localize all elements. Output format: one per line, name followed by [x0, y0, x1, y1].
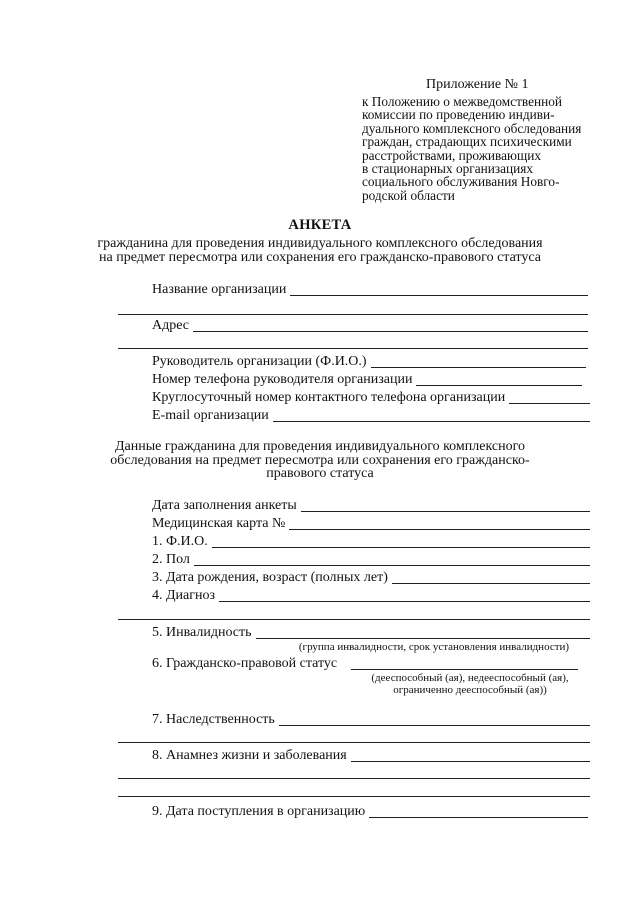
org-name-field[interactable]: [152, 280, 588, 298]
med-card-label: Медицинская карта №: [152, 516, 286, 531]
address-input-line[interactable]: [193, 330, 588, 332]
birth-input-line[interactable]: [392, 582, 590, 584]
birth-label: 3. Дата рождения, возраст (полных лет): [152, 570, 388, 585]
disability-field[interactable]: [152, 623, 590, 641]
form-title: АНКЕТА: [288, 217, 352, 233]
heredity-input-line[interactable]: [279, 724, 590, 726]
fill-date-label: Дата заполнения анкеты: [152, 498, 297, 513]
appendix-note-line: дуального комплексного обследования: [362, 120, 582, 136]
sex-label: 2. Пол: [152, 552, 190, 567]
section-title-line: Данные гражданина для проведения индивидуального комплексного: [114, 439, 526, 454]
appendix-note-line: комиссии по проведению индиви-: [362, 107, 555, 123]
disability-input-line[interactable]: [256, 637, 590, 639]
anamnesis-field[interactable]: [152, 746, 590, 764]
heredity-field[interactable]: [152, 710, 590, 728]
heredity-label: 7. Наследственность: [152, 712, 275, 727]
diagnosis-label: 4. Диагноз: [152, 588, 216, 603]
form-subtitle-line: гражданина для проведения индивидуального комплексного обследования: [97, 236, 543, 251]
diagnosis-input-line[interactable]: [219, 600, 590, 602]
citizen-section-title: [0, 440, 640, 481]
med-card-field[interactable]: [152, 514, 590, 532]
email-input-line[interactable]: [273, 420, 590, 422]
fio-label: 1. Ф.И.О.: [152, 534, 208, 549]
head-phone-input-line[interactable]: [416, 384, 582, 386]
anamnesis-continuation-line-2[interactable]: [118, 796, 590, 797]
admission-date-field[interactable]: [152, 802, 588, 820]
email-field[interactable]: [152, 406, 590, 424]
fio-input-line[interactable]: [212, 546, 590, 548]
anamnesis-continuation-line-1[interactable]: [118, 778, 590, 779]
sex-input-line[interactable]: [194, 564, 590, 566]
section-title-line: правового статуса: [266, 466, 374, 481]
hotline-phone-label: Круглосуточный номер контактного телефона организации: [152, 390, 506, 405]
head-phone-label: Номер телефона руководителя организации: [152, 372, 413, 387]
head-name-field[interactable]: [152, 352, 586, 370]
legal-status-hint-line: (дееспособный (ая), недееспособный (ая),: [371, 672, 569, 684]
fio-field[interactable]: [152, 532, 590, 550]
legal-status-label: 6. Гражданско-правовой статус: [152, 656, 338, 671]
address-label: Адрес: [152, 318, 190, 333]
heredity-continuation-line[interactable]: [118, 742, 590, 743]
legal-status-hint: [350, 672, 590, 696]
appendix-title: Приложение № 1: [426, 77, 529, 92]
head-name-input-line[interactable]: [371, 366, 586, 368]
anamnesis-input-line[interactable]: [351, 760, 590, 762]
hotline-phone-input-line[interactable]: [509, 402, 590, 404]
appendix-note-line: к Положению о межведомственной: [362, 94, 563, 109]
legal-status-input-line[interactable]: [351, 668, 578, 670]
appendix-note-line: расстройствами, проживающих: [362, 147, 541, 163]
address-field[interactable]: [152, 316, 588, 334]
birth-field[interactable]: [152, 568, 590, 586]
diagnosis-field[interactable]: [152, 586, 590, 604]
sex-field[interactable]: [152, 550, 590, 568]
section-title-line: обследования на предмет пересмотра или сохранения его гражданско-: [110, 452, 530, 468]
admission-date-input-line[interactable]: [369, 816, 588, 818]
hotline-phone-field[interactable]: [152, 388, 590, 406]
org-name-input-line[interactable]: [290, 294, 588, 296]
appendix-note-line: граждан, страдающих психическими: [362, 134, 572, 150]
org-name-label: Название организации: [152, 282, 287, 297]
email-label: E-mail организации: [152, 408, 269, 423]
appendix-note-line: родской области: [362, 187, 455, 203]
org-name-continuation-line[interactable]: [118, 314, 588, 315]
appendix-note-line: в стационарных организациях: [362, 161, 533, 177]
fill-date-input-line[interactable]: [301, 510, 590, 512]
legal-status-field[interactable]: [152, 654, 578, 672]
admission-date-label: 9. Дата поступления в организацию: [152, 804, 366, 819]
diagnosis-continuation-line[interactable]: [118, 619, 590, 620]
head-phone-field[interactable]: [152, 370, 582, 388]
appendix-note: [362, 95, 612, 202]
fill-date-field[interactable]: [152, 496, 590, 514]
form-subtitle-line: на предмет пересмотра или сохранения его гражданско-правового статуса: [99, 249, 541, 265]
form-subtitle: [0, 237, 640, 264]
legal-status-hint-line: ограниченно дееспособный (ая)): [393, 684, 547, 696]
head-name-label: Руководитель организации (Ф.И.О.): [152, 354, 367, 369]
disability-hint: (группа инвалидности, срок установления инвалидности): [298, 641, 570, 653]
anamnesis-label: 8. Анамнез жизни и заболевания: [152, 748, 347, 763]
appendix-note-line: социального обслуживания Новго-: [362, 174, 560, 190]
address-continuation-line[interactable]: [118, 348, 588, 349]
med-card-input-line[interactable]: [289, 528, 590, 530]
disability-label: 5. Инвалидность: [152, 625, 252, 640]
